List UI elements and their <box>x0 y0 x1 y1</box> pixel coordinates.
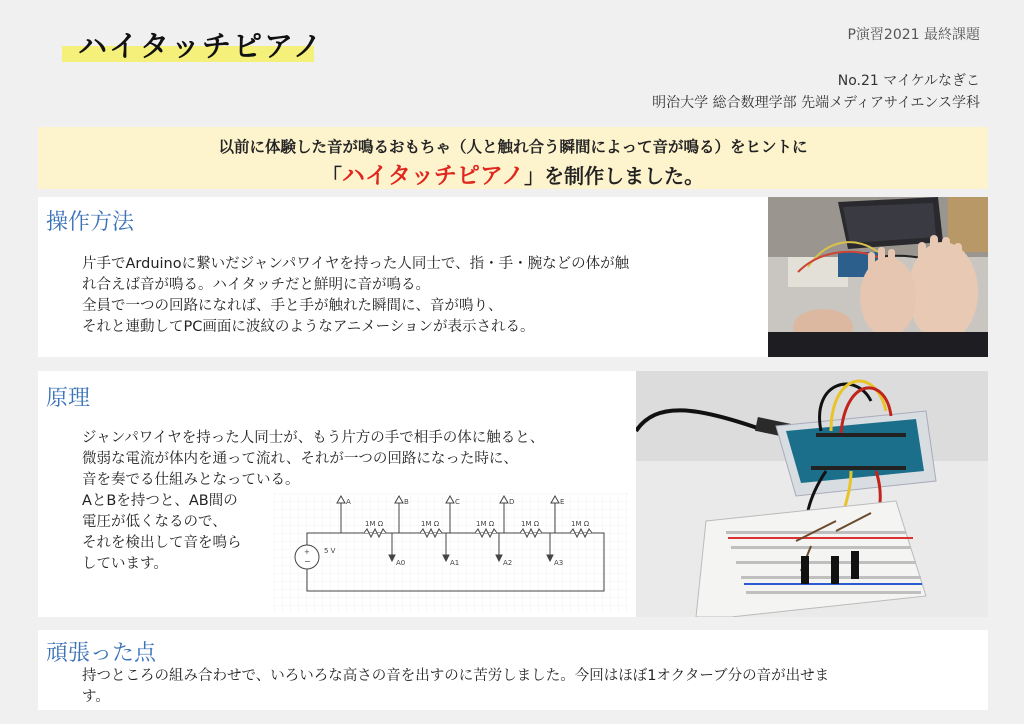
node-label: C <box>455 498 460 506</box>
hands-photo <box>768 197 988 357</box>
principle-heading: 原理 <box>46 386 91 411</box>
operation-text <box>82 254 772 338</box>
principle-side-line: AとBを持つと、AB間の <box>82 493 238 509</box>
banner-product-name: ハイタッチピアノ <box>341 163 525 189</box>
effort-line: 持つところの組み合わせで、いろいろな高さの音を出すのに苦労しました。今回はほぼ1オクターブ分の音が出せま <box>82 668 830 684</box>
operation-line: 片手でArduinoに繋いだジャンパワイヤを持った人同士で、指・手・腕などの体が触 <box>82 256 630 272</box>
author-number: No.21 マイケルなぎこ <box>837 73 980 89</box>
effort-line: す。 <box>82 689 110 705</box>
resistor-label: 1M Ω <box>571 520 590 528</box>
principle-section <box>38 371 988 617</box>
intro-banner <box>38 127 988 189</box>
breadboard-photo <box>636 371 988 617</box>
banner-line-2 <box>38 157 988 190</box>
pin-label: A0 <box>396 559 406 567</box>
operation-heading: 操作方法 <box>46 210 135 235</box>
banner-bracket-open: 「 <box>321 164 342 188</box>
node-label: A <box>346 498 351 506</box>
resistor-label: 1M Ω <box>365 520 384 528</box>
effort-heading: 頑張った点 <box>46 641 157 666</box>
node-label: D <box>509 498 515 506</box>
banner-bracket-close: 」を制作しました。 <box>524 164 705 188</box>
resistor-label: 1M Ω <box>521 520 540 528</box>
resistor-label: 1M Ω <box>476 520 495 528</box>
operation-line: れ合えば音が鳴る。ハイタッチだと鮮明に音が鳴る。 <box>82 277 430 293</box>
source-label: 5 V <box>324 547 336 555</box>
resistor-label: 1M Ω <box>421 520 440 528</box>
course-label: P演習2021 最終課題 <box>847 27 980 43</box>
svg-text:+: + <box>304 548 310 556</box>
principle-line: 微弱な電流が体内を通って流れ、それが一つの回路になった時に、 <box>82 451 518 467</box>
banner-line-1: 以前に体験した音が鳴るおもちゃ（人と触れ合う瞬間によって音が鳴る）をヒントに <box>218 138 808 156</box>
principle-side-line: しています。 <box>82 556 168 572</box>
operation-line: 全員で一つの回路になれば、手と手が触れた瞬間に、音が鳴り、 <box>82 298 503 314</box>
principle-side-line: 電圧が低くなるので、 <box>82 514 227 530</box>
principle-side-text <box>82 491 282 575</box>
author-affiliation: 明治大学 総合数理学部 先端メディアサイエンス学科 <box>652 95 980 111</box>
pin-label: A1 <box>450 559 460 567</box>
pin-label: A2 <box>503 559 513 567</box>
node-label: B <box>404 498 409 506</box>
operation-line: それと連動してPC画面に波紋のようなアニメーションが表示される。 <box>82 319 535 335</box>
principle-line: 音を奏でる仕組みとなっている。 <box>82 472 300 488</box>
operation-section <box>38 197 988 357</box>
page-title: ハイタッチピアノ <box>78 29 324 63</box>
principle-side-line: それを検出して音を鳴ら <box>82 535 242 551</box>
circuit-diagram <box>274 493 629 613</box>
pin-label: A3 <box>554 559 564 567</box>
effort-text <box>82 666 972 708</box>
svg-text:−: − <box>304 557 311 566</box>
principle-text <box>82 428 642 491</box>
node-label: E <box>560 498 565 506</box>
effort-section <box>38 630 988 710</box>
principle-line: ジャンパワイヤを持った人同士が、もう片方の手で相手の体に触ると、 <box>82 430 545 446</box>
